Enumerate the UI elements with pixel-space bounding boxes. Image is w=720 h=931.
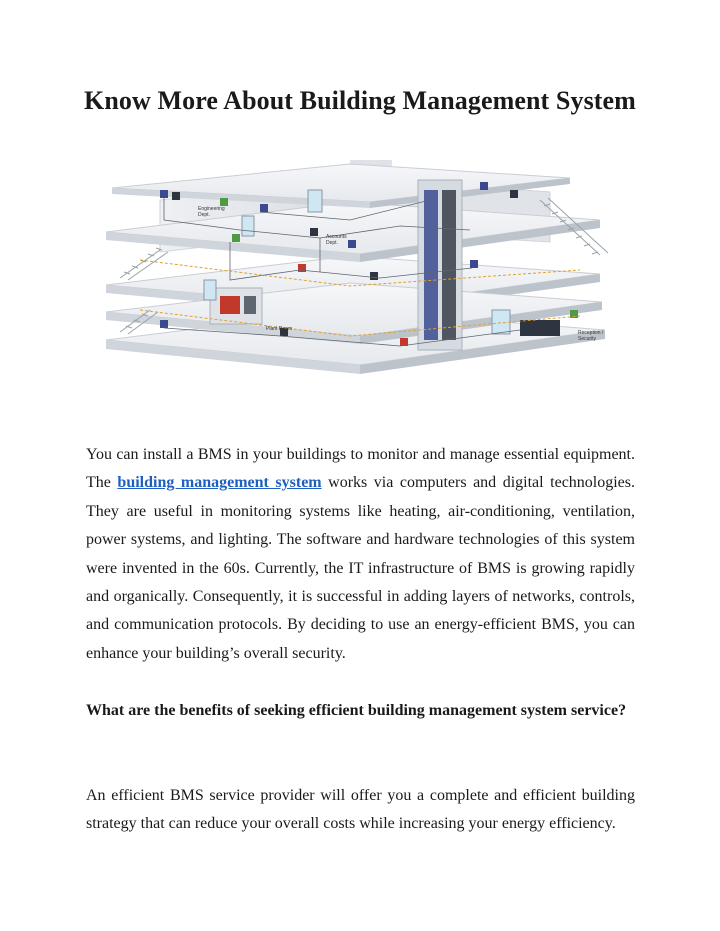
plant-room-label: Plant Room xyxy=(266,326,293,332)
svg-text:Reception /: Reception / xyxy=(578,330,604,336)
svg-text:Engineering: Engineering xyxy=(198,206,225,212)
elevator-shaft xyxy=(418,180,462,350)
svg-text:Security: Security xyxy=(578,336,597,342)
plant-room xyxy=(210,288,262,324)
page-title: Know More About Building Management System xyxy=(84,86,636,115)
svg-text:Dept.: Dept. xyxy=(198,212,210,218)
benefits-paragraph: An efficient BMS service provider will offer you a complete and efficient building strategy that can reduce your overall costs while increasing your energy efficiency. xyxy=(86,787,635,833)
bms-building-illustration xyxy=(100,160,620,412)
bms-link[interactable]: building management system xyxy=(117,474,322,492)
intro-text-after-link: works via computers and digital technologies. They are useful in monitoring systems like heating, air-conditioning, ventilation, power systems, and lighting. The software and hardware technologies of this system were invented in the 60s. Currently, the IT infrastructure of BMS is growing rapidly and organically. Consequently, it is successful in adding layers of networks, controls, and communication protocols. By deciding to use an energy-efficient BMS, you can enhance your building’s overall security. xyxy=(86,474,636,662)
intro-text-before-link: You can install a BMS in your buildings to monitor and manage essential equipment. The xyxy=(86,446,635,492)
intro-paragraph xyxy=(86,441,635,668)
benefits-heading: What are the benefits of seeking efficient building management system service? xyxy=(86,702,627,719)
svg-text:Dept.: Dept. xyxy=(326,240,338,246)
svg-text:Accounts: Accounts xyxy=(326,234,347,240)
